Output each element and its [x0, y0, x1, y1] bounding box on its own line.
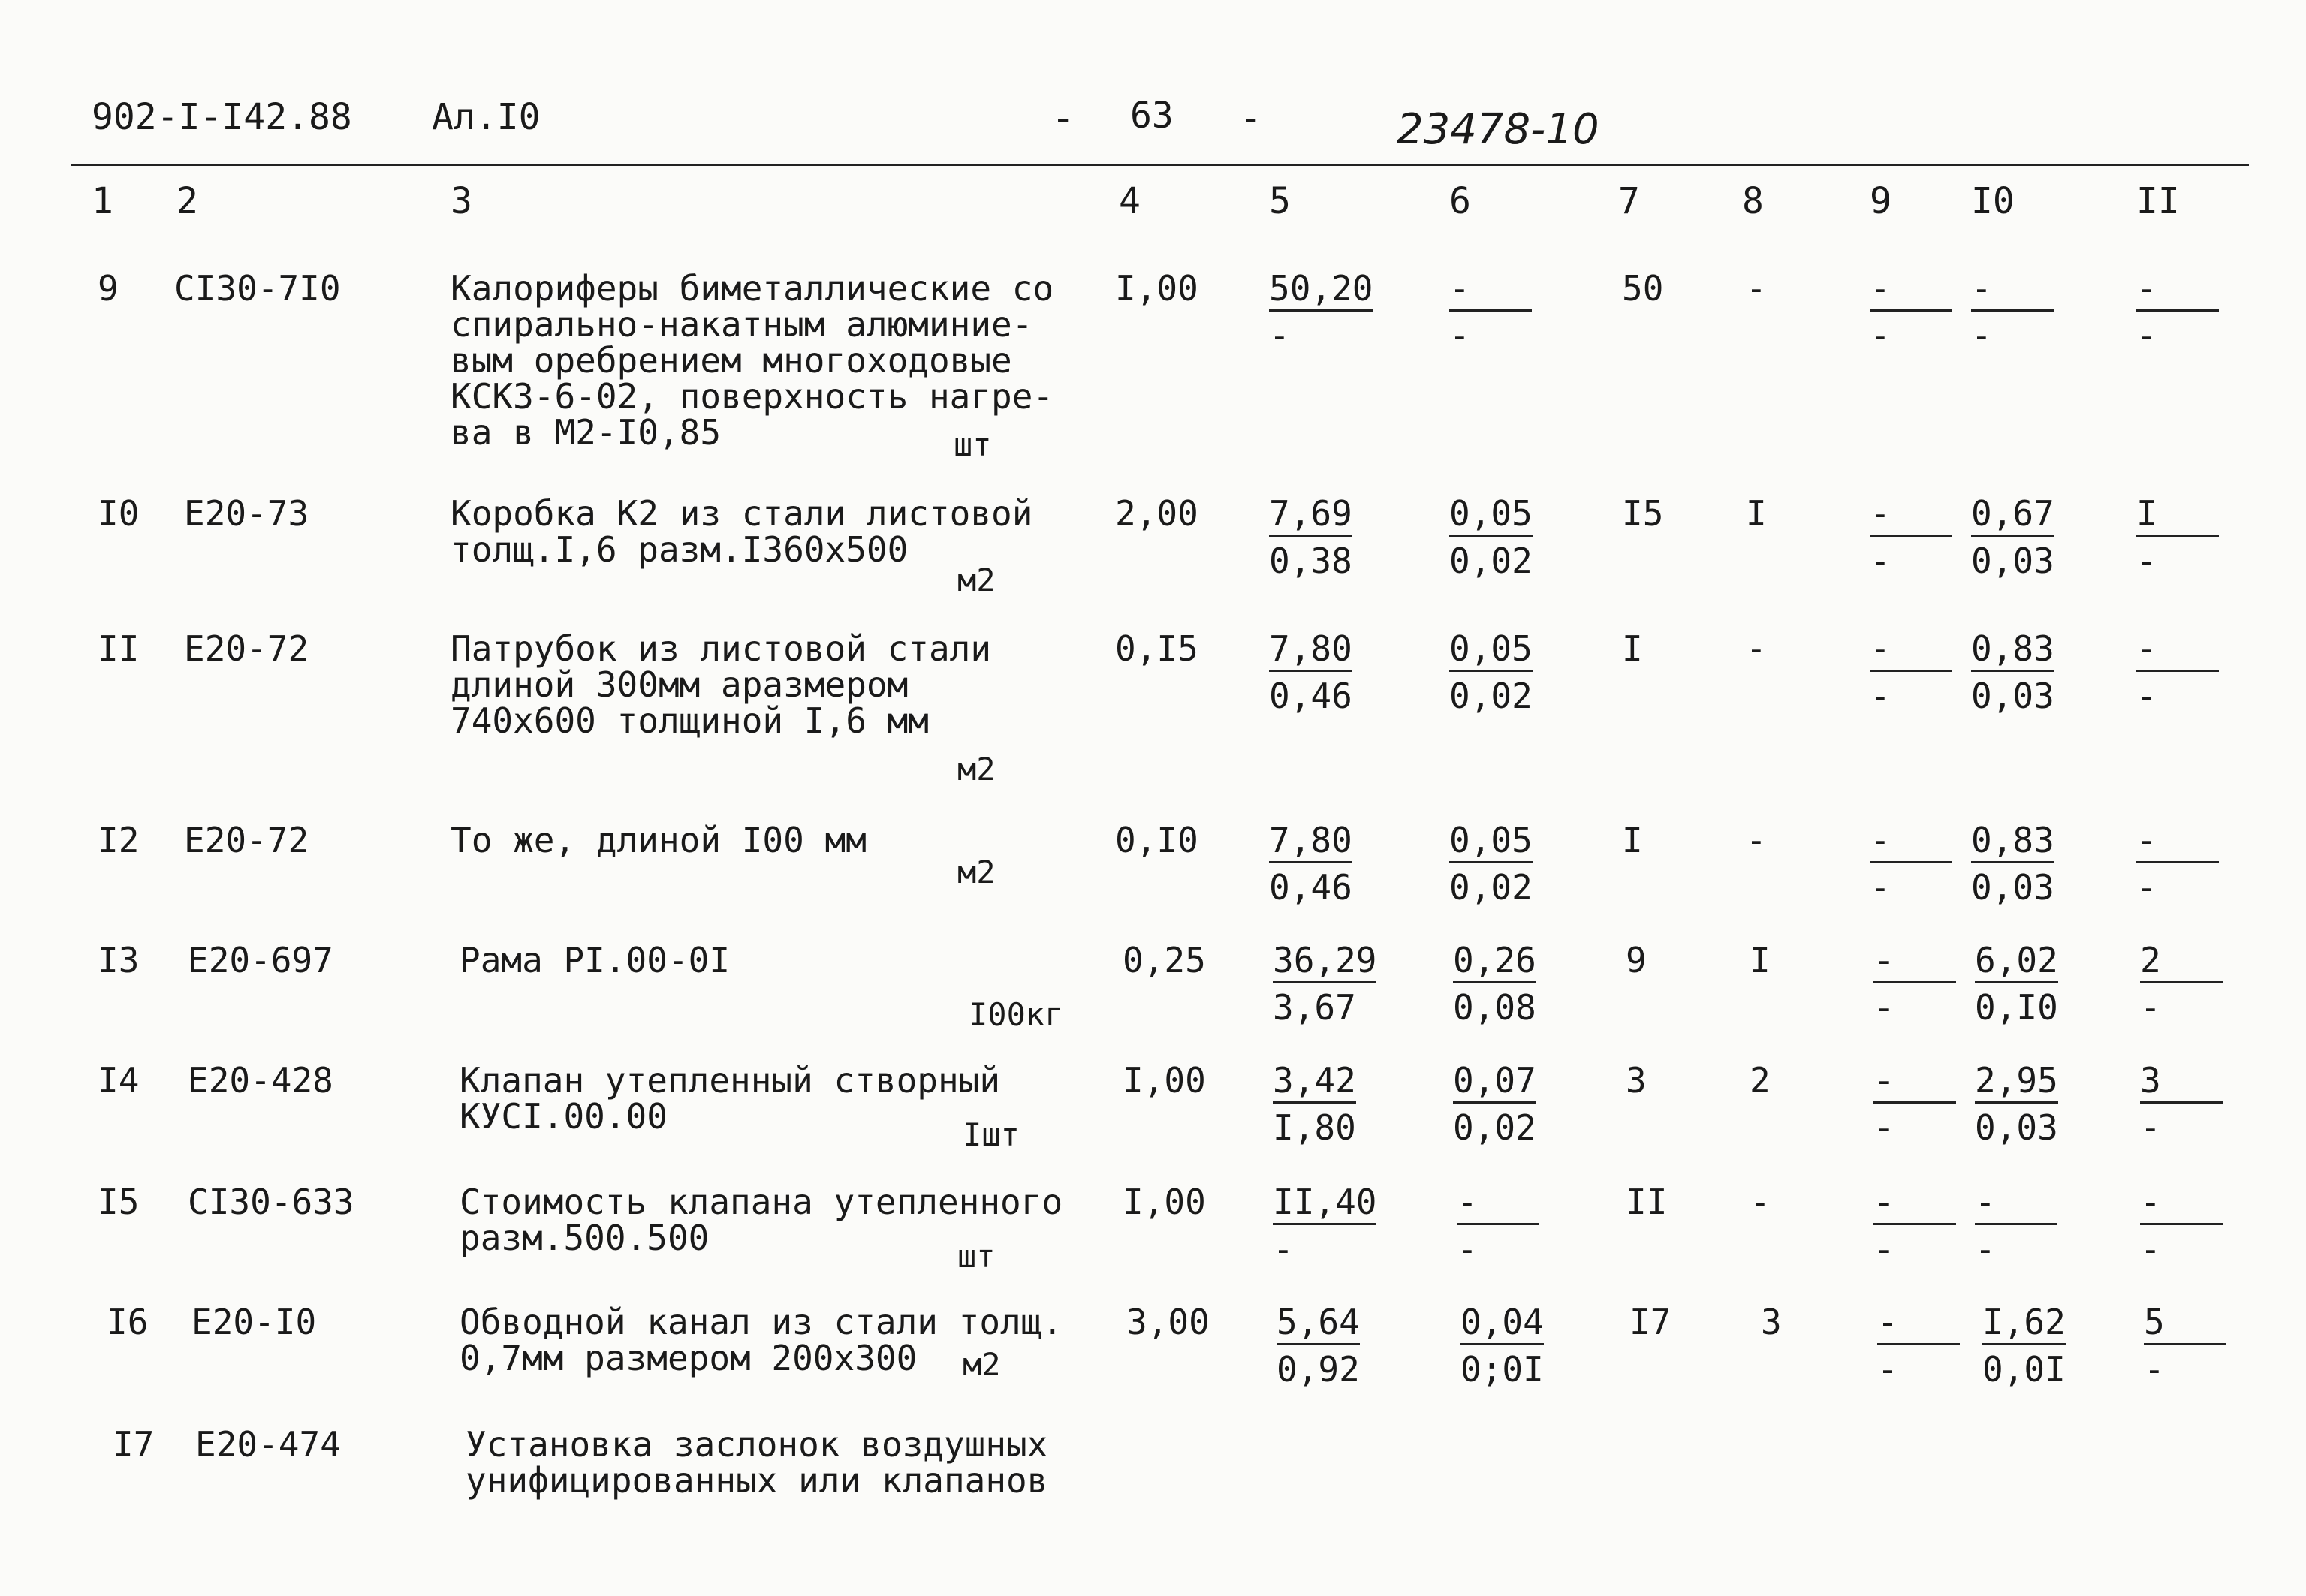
description-line: Калориферы биметаллические со: [451, 268, 1054, 309]
cost-fraction-col5: [1277, 1304, 1360, 1389]
fraction-denominator: -: [1273, 1229, 1294, 1269]
fraction-numerator: -: [1877, 1304, 1960, 1345]
fraction-numerator: 5: [2144, 1304, 2226, 1345]
document-code: 902-I-I42.88: [92, 96, 352, 138]
description-line: Клапан утепленный створный: [460, 1060, 1001, 1101]
row-col7: 9: [1626, 940, 1647, 980]
fraction-denominator: 0,46: [1269, 867, 1352, 908]
description-line: унифицированных или клапанов: [466, 1460, 1048, 1501]
fraction-denominator: -: [1870, 315, 1891, 356]
fraction-numerator: 0,83: [1971, 822, 2054, 863]
row-number: I4: [98, 1060, 140, 1101]
fraction-denominator: 0,0I: [1982, 1349, 2066, 1390]
row-col8: I: [1750, 940, 1771, 980]
fraction-numerator: -: [1870, 631, 1952, 672]
row-description: [451, 822, 1066, 858]
description-line: КУСI.00.00: [460, 1096, 668, 1137]
fraction-denominator: 0,03: [1971, 541, 2054, 581]
row-number: I2: [98, 820, 140, 860]
cost-fraction-col6: [1453, 1062, 1536, 1147]
fraction-denominator: 0,08: [1453, 987, 1536, 1028]
fraction-denominator: -: [1269, 315, 1290, 356]
fraction-denominator: -: [2140, 1107, 2161, 1148]
row-description: [460, 942, 1075, 978]
fraction-numerator: -: [2136, 270, 2219, 312]
description-line: ва в М2-I0,85: [451, 412, 722, 453]
cost-fraction-col9: [1877, 1304, 1960, 1389]
fraction-numerator: -: [2136, 631, 2219, 672]
cost-fraction-col10: [1971, 628, 2054, 716]
cost-fraction-col10: [1982, 1304, 2066, 1389]
cost-fraction-col5: [1273, 1062, 1356, 1147]
row-col8: -: [1746, 268, 1767, 309]
row-col8: 2: [1750, 1060, 1771, 1101]
row-quantity: I,00: [1123, 1060, 1206, 1101]
description-line: 0,7мм размером 200х300: [460, 1338, 918, 1378]
fraction-numerator: 36,29: [1273, 942, 1376, 983]
row-number: I6: [107, 1302, 149, 1342]
fraction-numerator: 5,64: [1277, 1304, 1360, 1345]
fraction-denominator: -: [1449, 315, 1470, 356]
row-description: [451, 495, 1066, 568]
description-line: спирально-накатным алюминие-: [451, 304, 1033, 345]
cost-fraction-col10: [1975, 942, 2058, 1027]
cost-fraction-col6: [1457, 1184, 1539, 1269]
fraction-denominator: 0,03: [1971, 676, 2054, 716]
fraction-denominator: -: [1873, 987, 1895, 1028]
cost-fraction-col5: [1269, 822, 1352, 907]
row-quantity: 2,00: [1115, 493, 1198, 534]
row-col7: 3: [1626, 1060, 1647, 1101]
column-number-6: 6: [1449, 180, 1471, 222]
page-dash-left: -: [1051, 96, 1075, 141]
fraction-denominator: 0,03: [1971, 867, 2054, 908]
fraction-denominator: -: [2144, 1349, 2165, 1390]
cost-fraction-col9: [1873, 1062, 1956, 1147]
cost-fraction-col11: [2140, 1062, 2223, 1147]
row-unit: I00кг: [969, 996, 1064, 1033]
row-col8: -: [1750, 1182, 1771, 1222]
fraction-numerator: -: [1975, 1184, 2057, 1225]
fraction-numerator: 0,04: [1460, 1304, 1544, 1345]
cost-fraction-col9: [1870, 628, 1952, 716]
row-unit: м2: [957, 562, 996, 598]
fraction-denominator: -: [2140, 1229, 2161, 1269]
fraction-numerator: 7,80: [1269, 822, 1352, 863]
fraction-numerator: -: [1873, 1184, 1956, 1225]
cost-fraction-col6: [1449, 822, 1533, 907]
fraction-denominator: -: [1870, 867, 1891, 908]
fraction-numerator: 0,05: [1449, 495, 1533, 537]
fraction-numerator: 0,05: [1449, 822, 1533, 863]
column-number-3: 3: [451, 180, 472, 222]
fraction-denominator: 0,92: [1277, 1349, 1360, 1390]
description-line: разм.500.500: [460, 1218, 710, 1258]
fraction-numerator: 0,07: [1453, 1062, 1536, 1104]
fraction-denominator: -: [1975, 1229, 1996, 1269]
row-code: E20-474: [195, 1424, 341, 1465]
description-line: длиной 300мм аразмером: [451, 664, 909, 705]
cost-fraction-col6: [1449, 270, 1532, 355]
fraction-denominator: -: [2136, 315, 2157, 356]
cost-fraction-col10: [1971, 495, 2054, 580]
page-number: 63: [1130, 95, 1174, 137]
description-line: толщ.I,6 разм.I360х500: [451, 529, 909, 570]
row-col7: I: [1622, 820, 1643, 860]
cost-fraction-col11: [2136, 270, 2219, 355]
cost-fraction-col5: [1269, 495, 1352, 580]
sheet-label: Ал.I0: [432, 96, 541, 138]
cost-fraction-col5: [1273, 1184, 1376, 1269]
cost-fraction-col11: [2136, 822, 2219, 907]
cost-fraction-col5: [1269, 270, 1373, 355]
fraction-numerator: 6,02: [1975, 942, 2058, 983]
fraction-denominator: -: [2136, 676, 2157, 716]
fraction-numerator: 7,80: [1269, 631, 1352, 672]
fraction-denominator: 0,38: [1269, 541, 1352, 581]
column-number-11: II: [2136, 180, 2180, 222]
fraction-numerator: 2: [2140, 942, 2223, 983]
cost-fraction-col10: [1971, 270, 2054, 355]
fraction-numerator: 50,20: [1269, 270, 1373, 312]
fraction-numerator: -: [1870, 822, 1952, 863]
fraction-denominator: -: [1870, 541, 1891, 581]
row-code: E20-73: [184, 493, 309, 534]
fraction-numerator: I: [2136, 495, 2219, 537]
description-line: Установка заслонок воздушных: [466, 1424, 1048, 1465]
fraction-numerator: 0,05: [1449, 631, 1533, 672]
row-code: CI30-633: [188, 1182, 354, 1222]
row-number: I5: [98, 1182, 140, 1222]
row-unit: Iшт: [963, 1116, 1020, 1153]
row-unit: шт: [957, 1238, 996, 1275]
fraction-denominator: 0,02: [1449, 541, 1533, 581]
row-quantity: I,00: [1115, 268, 1198, 309]
fraction-numerator: 0,67: [1971, 495, 2054, 537]
column-number-5: 5: [1269, 180, 1291, 222]
row-number: I7: [113, 1424, 155, 1465]
cost-fraction-col10: [1975, 1062, 2058, 1147]
cost-fraction-col9: [1870, 495, 1952, 580]
cost-fraction-col11: [2136, 628, 2219, 716]
fraction-numerator: -: [1457, 1184, 1539, 1225]
row-description: [451, 268, 1066, 453]
description-line: Обводной канал из стали толщ.: [460, 1302, 1063, 1342]
row-number: I0: [98, 493, 140, 534]
cost-fraction-col11: [2140, 942, 2223, 1027]
row-quantity: 0,I5: [1115, 628, 1198, 669]
row-code: E20-72: [184, 628, 309, 669]
fraction-denominator: 0,I0: [1975, 987, 2058, 1028]
fraction-numerator: 3,42: [1273, 1062, 1356, 1104]
fraction-numerator: I,62: [1982, 1304, 2066, 1345]
cost-fraction-col11: [2144, 1304, 2226, 1389]
row-code: E20-I0: [191, 1302, 317, 1342]
row-quantity: 0,I0: [1115, 820, 1198, 860]
fraction-denominator: 3,67: [1273, 987, 1356, 1028]
column-number-10: I0: [1971, 180, 2015, 222]
fraction-numerator: -: [1870, 270, 1952, 312]
row-unit: шт: [954, 426, 992, 463]
fraction-denominator: -: [1873, 1107, 1895, 1148]
fraction-numerator: -: [2140, 1184, 2223, 1225]
column-number-7: 7: [1618, 180, 1640, 222]
row-quantity: 3,00: [1126, 1302, 1210, 1342]
row-unit: м2: [957, 751, 996, 787]
description-line: Рама PI.00-0I: [460, 940, 731, 980]
row-quantity: I,00: [1123, 1182, 1206, 1222]
description-line: вым оребрением многоходовые: [451, 340, 1012, 381]
description-line: Коробка К2 из стали листовой: [451, 493, 1033, 534]
cost-fraction-col6: [1460, 1304, 1544, 1389]
fraction-denominator: 0;0I: [1460, 1349, 1544, 1390]
fraction-numerator: -: [1449, 270, 1532, 312]
fraction-denominator: -: [2136, 541, 2157, 581]
cost-fraction-col9: [1873, 942, 1956, 1027]
row-col7: I5: [1622, 493, 1664, 534]
cost-fraction-col9: [1870, 822, 1952, 907]
row-col7: II: [1626, 1182, 1668, 1222]
column-number-9: 9: [1870, 180, 1892, 222]
fraction-denominator: 0,46: [1269, 676, 1352, 716]
fraction-denominator: -: [1457, 1229, 1478, 1269]
row-quantity: 0,25: [1123, 940, 1206, 980]
description-line: Стоимость клапана утепленного: [460, 1182, 1063, 1222]
description-line: То же, длиной I00 мм: [451, 820, 867, 860]
fraction-numerator: 0,83: [1971, 631, 2054, 672]
row-code: E20-72: [184, 820, 309, 860]
fraction-denominator: 0,02: [1449, 867, 1533, 908]
inventory-number: 23478-10: [1397, 105, 1599, 154]
cost-fraction-col11: [2140, 1184, 2223, 1269]
column-number-8: 8: [1742, 180, 1764, 222]
fraction-numerator: -: [2136, 822, 2219, 863]
fraction-numerator: -: [1971, 270, 2054, 312]
cost-fraction-col10: [1971, 822, 2054, 907]
cost-fraction-col10: [1975, 1184, 2057, 1269]
cost-fraction-col6: [1449, 495, 1533, 580]
cost-fraction-col9: [1870, 270, 1952, 355]
page-dash-right: -: [1239, 96, 1263, 141]
cost-fraction-col6: [1453, 942, 1536, 1027]
row-number: 9: [98, 268, 119, 309]
row-number: I3: [98, 940, 140, 980]
cost-fraction-col5: [1269, 628, 1352, 716]
fraction-denominator: -: [1870, 676, 1891, 716]
row-col7: I: [1622, 628, 1643, 669]
row-code: CI30-7I0: [174, 268, 341, 309]
fraction-numerator: -: [1873, 942, 1956, 983]
row-code: E20-697: [188, 940, 333, 980]
description-line: 740х600 толщиной I,6 мм: [451, 700, 929, 741]
fraction-denominator: -: [1971, 315, 1992, 356]
row-col8: -: [1746, 628, 1767, 669]
column-number-4: 4: [1119, 180, 1141, 222]
cost-fraction-col6: [1449, 628, 1533, 716]
header-rule: [71, 164, 2249, 166]
row-col7: 50: [1622, 268, 1664, 309]
fraction-denominator: -: [2140, 987, 2161, 1028]
fraction-numerator: II,40: [1273, 1184, 1376, 1225]
fraction-denominator: -: [1877, 1349, 1898, 1390]
fraction-numerator: -: [1873, 1062, 1956, 1104]
cost-fraction-col11: [2136, 495, 2219, 580]
fraction-numerator: 7,69: [1269, 495, 1352, 537]
fraction-numerator: 2,95: [1975, 1062, 2058, 1104]
fraction-numerator: -: [1870, 495, 1952, 537]
fraction-denominator: 0,03: [1975, 1107, 2058, 1148]
description-line: КСКЗ-6-02, поверхность нагре-: [451, 376, 1054, 417]
cost-fraction-col9: [1873, 1184, 1956, 1269]
column-number-2: 2: [176, 180, 198, 222]
fraction-numerator: 3: [2140, 1062, 2223, 1104]
fraction-numerator: 0,26: [1453, 942, 1536, 983]
row-description: [466, 1424, 1081, 1501]
fraction-denominator: I,80: [1273, 1107, 1356, 1148]
row-code: E20-428: [188, 1060, 333, 1101]
row-unit: м2: [957, 854, 996, 890]
row-col8: I: [1746, 493, 1767, 534]
fraction-denominator: 0,02: [1449, 676, 1533, 716]
row-col8: 3: [1761, 1302, 1782, 1342]
row-col7: I7: [1629, 1302, 1671, 1342]
cost-fraction-col5: [1273, 942, 1376, 1027]
fraction-denominator: -: [2136, 867, 2157, 908]
fraction-denominator: -: [1873, 1229, 1895, 1269]
column-number-1: 1: [92, 180, 113, 222]
description-line: Патрубок из листовой стали: [451, 628, 992, 669]
row-col8: -: [1746, 820, 1767, 860]
row-unit: м2: [963, 1346, 1001, 1383]
fraction-denominator: 0,02: [1453, 1107, 1536, 1148]
row-number: II: [98, 628, 140, 669]
row-description: [451, 628, 1066, 741]
